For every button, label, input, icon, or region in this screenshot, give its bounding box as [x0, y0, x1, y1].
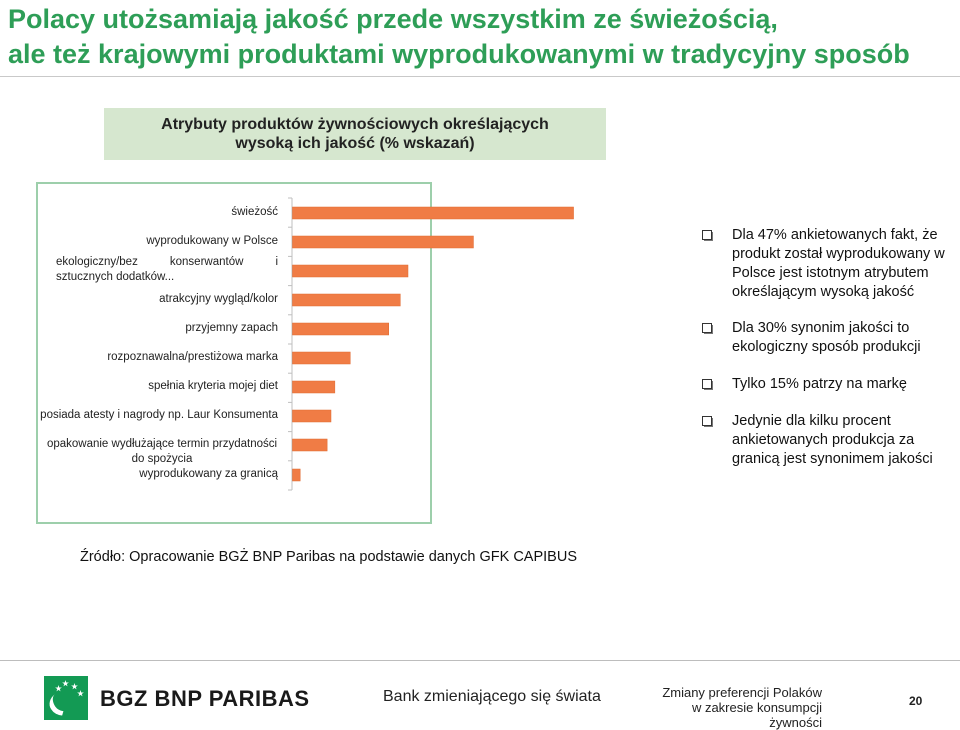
bank-logo-icon: [44, 676, 88, 720]
category-label-8: opakowanie wydłużające termin przydatności do spożycia: [46, 438, 278, 465]
bank-logo-text: BGZ BNP PARIBAS: [100, 686, 310, 711]
category-label-1: wyprodukowany w Polsce: [146, 235, 278, 247]
presentation-title: Zmiany preferencji Polaków w zakresie konsumpcji żywności: [662, 685, 822, 730]
chart-title: [104, 108, 606, 160]
swoosh-icon: [45, 684, 84, 723]
category-label-3: atrakcyjny wygląd/kolor: [159, 293, 278, 305]
page-title-line-1: Polacy utożsamiają jakość przede wszystkim ze świeżością,: [8, 4, 778, 34]
category-label-6: spełnia kryteria mojej diet: [148, 380, 278, 392]
category-label-5: rozpoznawalna/prestiżowa marka: [107, 351, 278, 363]
page-title: [8, 2, 958, 72]
source-note: Źródło: Opracowanie BGŻ BNP Paribas na podstawie danych GFK CAPIBUS: [80, 549, 577, 565]
category-label-9: wyprodukowany za granicą: [139, 468, 278, 480]
title-divider: [0, 76, 960, 77]
page-number: 20: [909, 694, 923, 708]
checkbox-bullet-icon: [702, 379, 712, 389]
checkbox-bullet-icon: [702, 230, 712, 240]
chart-title-line-2: wysoką ich jakość (% wskazań): [235, 135, 475, 152]
category-label-2: ekologiczny/bez konserwantów i sztucznych dodatków...: [56, 256, 278, 283]
checkbox-bullet-icon: [702, 323, 712, 333]
category-label-4: przyjemny zapach: [185, 322, 278, 334]
checkbox-bullet-icon: [702, 416, 712, 426]
chart-title-line-1: Atrybuty produktów żywnościowych określających: [161, 116, 549, 133]
category-label-7: posiada atesty i nagrody np. Laur Konsumenta: [40, 409, 278, 421]
page-title-line-2: ale też krajowymi produktami wyprodukowanymi w tradycyjny sposób: [8, 39, 910, 69]
bank-slogan: Bank zmieniającego się świata: [383, 688, 601, 705]
footer-divider: [0, 660, 960, 661]
category-label-0: świeżość: [231, 206, 278, 218]
